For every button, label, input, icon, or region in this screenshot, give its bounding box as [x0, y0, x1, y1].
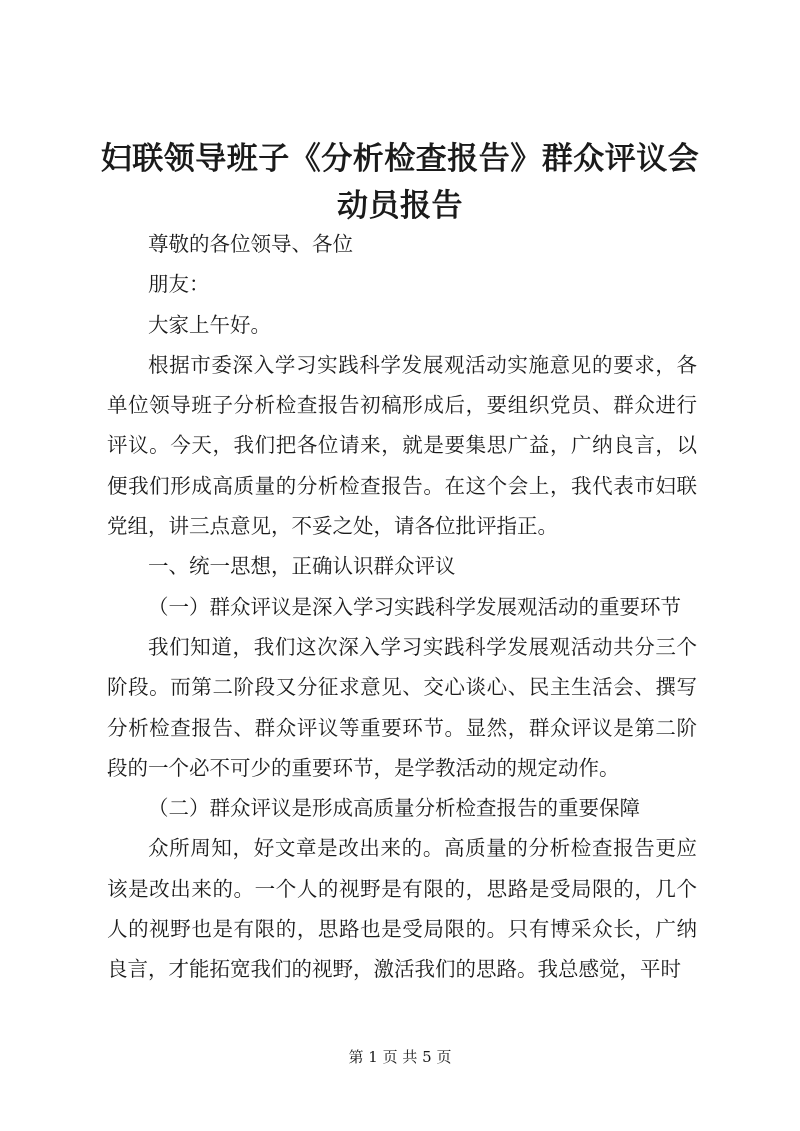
document-title: 妇联领导班子《分析检查报告》群众评议会动员报告	[100, 141, 700, 224]
paragraph-intro: 根据市委深入学习实践科学发展观活动实施意见的要求，各单位领导班子分析检查报告初稿形成后，要组织党员、群众进行评议。今天，我们把各位请来，就是要集思广益，广纳良言，以便我们形成高质量的分析检查报告。在这个会上，我代表市妇联党组，讲三点意见，不妥之处，请各位批评指正。	[107, 352, 697, 539]
subsection-heading-2: （二）群众评议是形成高质量分析检查报告的重要保障	[148, 796, 640, 821]
subsection-heading-1: （一）群众评议是深入学习实践科学发展观活动的重要环节	[148, 594, 681, 619]
section-heading-1: 一、统一思想，正确认识群众评议	[148, 554, 456, 579]
paragraph-greeting-1: 尊敬的各位领导、各位	[148, 232, 353, 256]
paragraph-greeting-2: 朋友：	[148, 272, 210, 297]
paragraph-body-2: 众所周知，好文章是改出来的。高质量的分析检查报告更应该是改出来的。一个人的视野是有限的，思路是受局限的，几个人的视野也是有限的，思路也是受局限的。只有博采众长，广纳良言，才能拓宽我们的视野，激活我们的思路。我总感觉，平时	[107, 836, 697, 982]
paragraph-body-1: 我们知道，我们这次深入学习实践科学发展观活动共分三个阶段。而第二阶段又分征求意见、交心谈心、民主生活会、撰写分析检查报告、群众评议等重要环节。显然，群众评议是第二阶段的一个必不可少的重要环节，是学教活动的规定动作。	[107, 634, 697, 780]
paragraph-greeting-3: 大家上午好。	[148, 312, 271, 337]
document-body	[107, 224, 697, 990]
page-number-footer: 第 1 页 共 5 页	[348, 1048, 452, 1066]
